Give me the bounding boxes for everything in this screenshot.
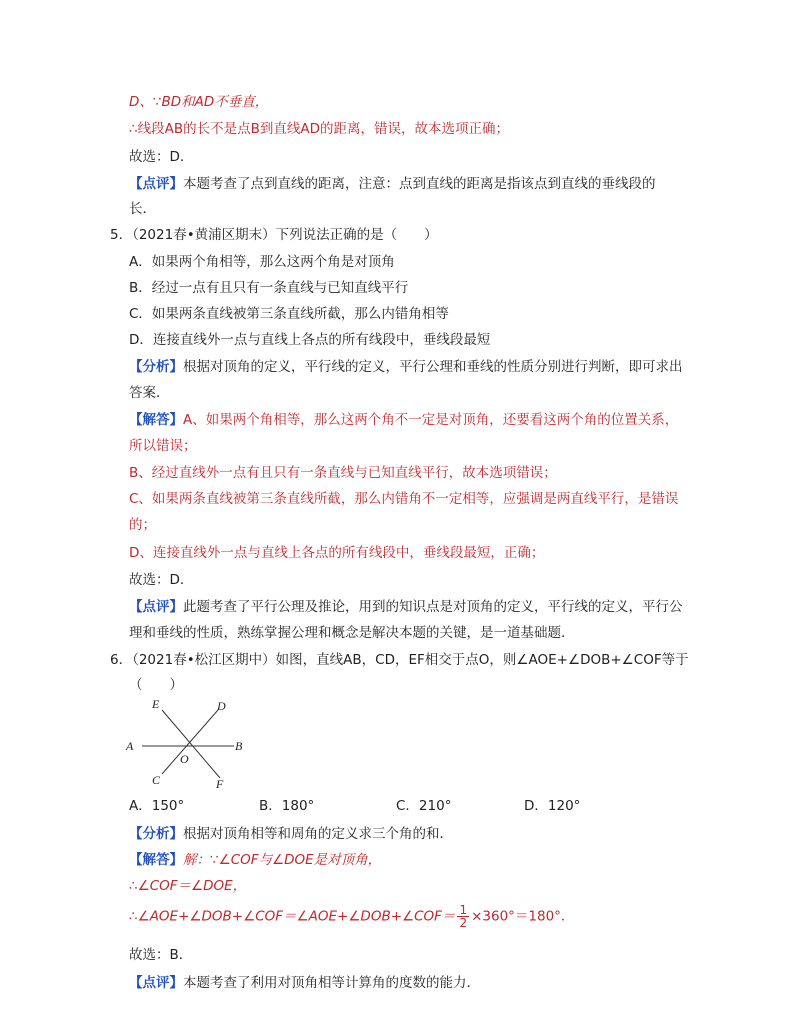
comment-tag: 【点评】 [129, 975, 183, 991]
label-o: O [180, 752, 189, 766]
comment-text: 此题考查了平行公理及推论，用到的知识点是对顶角的定义，平行线的定义，平行公 [183, 599, 683, 615]
q5-analysis [129, 358, 683, 376]
line-ef [162, 710, 220, 778]
comment-text: 本题考查了点到直线的距离，注意：点到直线的距离是指该点到直线的垂线段的 [183, 176, 656, 192]
analysis-text: 根据对顶角相等和周角的定义求三个角的和． [183, 826, 453, 842]
q6-comment [129, 974, 480, 992]
q6-solution-l2: ∴∠COF＝∠DOE， [129, 878, 247, 894]
analysis-tag: 【分析】 [129, 826, 183, 842]
solution-text: 解：∵∠COF与∠DOE是对顶角， [183, 852, 382, 868]
q5-solution-l5: 的； [129, 517, 156, 533]
q5-option-c: C．如果两条直线被第三条直线所截，那么内错角相等 [129, 306, 449, 322]
solution-tag: 【解答】 [129, 412, 183, 428]
q4-comment-cont: 长． [129, 201, 156, 217]
q6-solution [129, 851, 381, 869]
q5-option-a: A．如果两个角相等，那么这两个角是对顶角 [129, 254, 395, 270]
label-f: F [216, 777, 224, 791]
analysis-tag: 【分析】 [129, 359, 183, 375]
q5-stem-text: （2021春•黄浦区期末）下列说法正确的是（ ） [132, 227, 438, 243]
fraction-numerator: 1 [459, 903, 468, 917]
equation-right: ×360°＝180°． [471, 908, 575, 925]
q6-option-d: D．120° [524, 798, 581, 814]
q5-stem [110, 226, 438, 244]
intersecting-lines-figure [122, 694, 262, 794]
q6-solution-l3 [129, 904, 574, 929]
analysis-text: 根据对顶角的定义，平行线的定义，平行公理和垂线的性质分别进行判断，即可求出 [183, 359, 683, 375]
q5-solution-l6: D、连接直线外一点与直线上各点的所有线段中，垂线段最短，正确； [129, 545, 545, 561]
fraction [457, 904, 469, 929]
q4-conclusion: ∴线段AB的长不是点B到直线AD的距离，错误，故本选项正确； [129, 121, 509, 137]
comment-text: 本题考查了利用对顶角相等计算角的度数的能力． [183, 975, 480, 991]
q5-solution-l3: B、经过直线外一点有且只有一条直线与已知直线平行，故本选项错误； [129, 465, 557, 481]
label-c: C [152, 773, 161, 787]
q6-option-c: C．210° [396, 798, 452, 814]
q4-comment [129, 175, 656, 193]
q5-option-b: B．经过一点有且只有一条直线与已知直线平行 [129, 280, 409, 296]
comment-tag: 【点评】 [129, 176, 183, 192]
q5-option-d: D．连接直线外一点与直线上各点的所有线段中，垂线段最短 [129, 332, 491, 348]
q5-analysis-cont: 答案． [129, 385, 170, 401]
q6-answer: 故选：B． [129, 947, 193, 963]
q6-stem-cont: （ ） [129, 677, 183, 693]
solution-text: A、如果两个角相等，那么这两个角不一定是对顶角，还要看这两个角的位置关系， [183, 412, 679, 428]
q5-answer: 故选：D． [129, 572, 194, 588]
q6-stem-text: （2021春•松江区期中）如图，直线AB，CD，EF相交于点O，则∠AOE+∠DOB+∠COF等于 [132, 652, 689, 668]
q4-answer: 故选：D． [129, 149, 194, 165]
q5-solution [129, 411, 678, 429]
q5-comment-cont: 理和垂线的性质，熟练掌握公理和概念是解决本题的关键，是一道基础题． [129, 625, 575, 641]
q4-line-d: D、∵BD和AD不垂直， [129, 94, 269, 110]
solution-tag: 【解答】 [129, 852, 183, 868]
label-a: A [126, 739, 134, 753]
fraction-denominator: 2 [459, 916, 468, 930]
q5-number: 5． [110, 227, 133, 243]
equation-left: ∴∠AOE+∠DOB+∠COF＝∠AOE+∠DOB+∠COF＝ [129, 908, 456, 925]
q5-comment [129, 598, 683, 616]
label-e: E [152, 697, 160, 711]
label-d: D [217, 699, 226, 713]
q6-option-b: B．180° [259, 798, 315, 814]
q6-number: 6． [110, 652, 133, 668]
q5-solution-l4: C、如果两条直线被第三条直线所截，那么内错角不一定相等，应强调是两直线平行，是错误 [129, 491, 679, 507]
q6-analysis [129, 825, 453, 843]
q6-option-a: A．150° [129, 798, 185, 814]
label-b: B [235, 739, 243, 753]
q5-solution-l2: 所以错误； [129, 438, 197, 454]
comment-tag: 【点评】 [129, 599, 183, 615]
q6-stem [110, 651, 689, 669]
